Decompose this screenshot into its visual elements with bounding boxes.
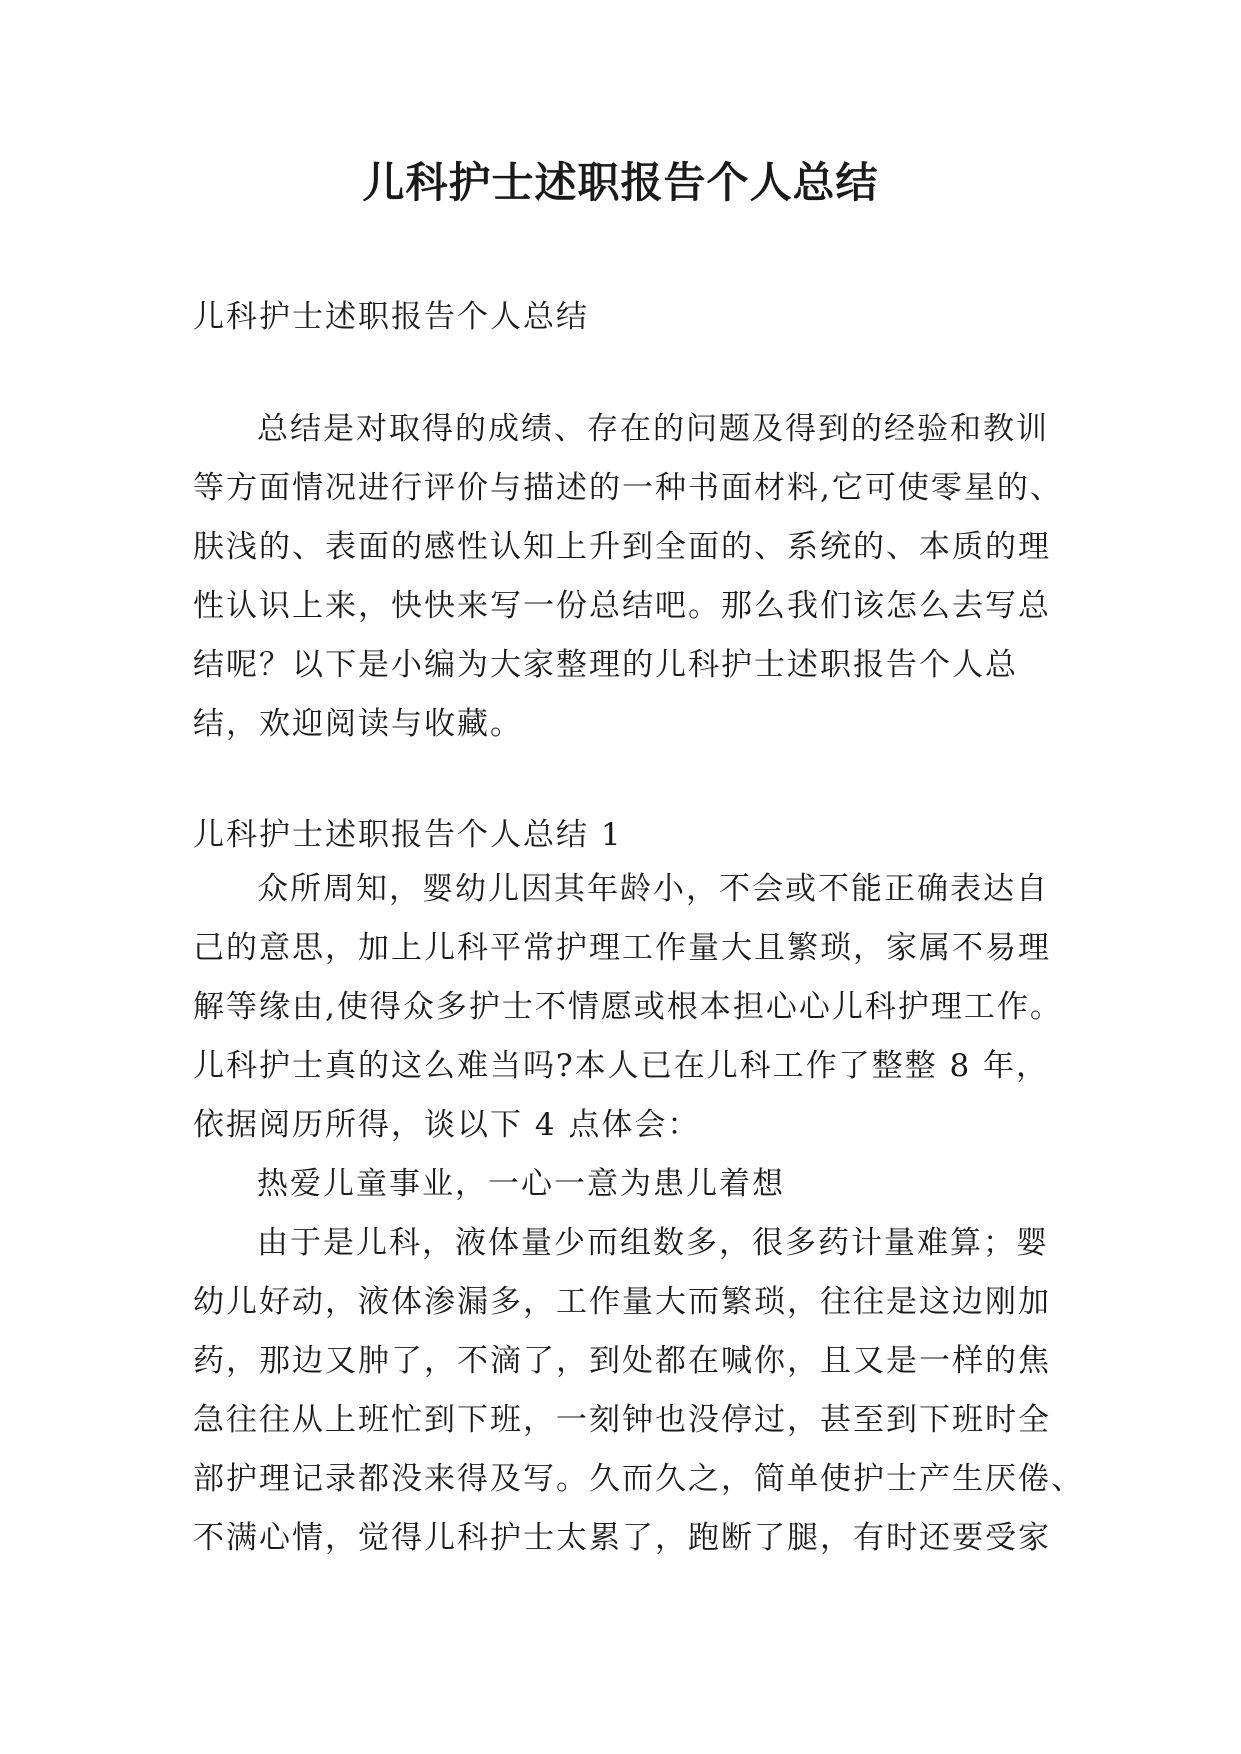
section-line: 儿科护士真的这么难当吗?本人已在儿科工作了整整 8 年， <box>193 1048 1050 1084</box>
section-line: 不满心情，觉得儿科护士太累了，跑断了腿，有时还要受家 <box>193 1520 1051 1556</box>
section-line: 依据阅历所得，谈以下 4 点体会： <box>193 1107 701 1143</box>
section-heading: 儿科护士述职报告个人总结 1 <box>193 817 623 853</box>
section-line: 幼儿好动，液体渗漏多，工作量大而繁琐，往往是这边刚加 <box>193 1284 1051 1320</box>
document-title: 儿科护士述职报告个人总结 <box>362 158 879 207</box>
intro-paragraph <box>193 400 1063 754</box>
section-subheading: 热爱儿童事业，一心一意为患儿着想 <box>257 1166 785 1202</box>
section-line: 由于是儿科，液体量少而组数多，很多药计量难算；婴 <box>257 1225 1049 1261</box>
intro-line: 总结是对取得的成绩、存在的问题及得到的经验和教训 <box>257 411 1049 447</box>
section-line: 己的意思，加上儿科平常护理工作量大且繁琐，家属不易理 <box>193 930 1051 966</box>
intro-line: 结呢？以下是小编为大家整理的儿科护士述职报告个人总 <box>193 647 1018 683</box>
section-line: 药，那边又肿了，不滴了，到处都在喊你，且又是一样的焦 <box>193 1343 1051 1379</box>
document-subtitle: 儿科护士述职报告个人总结 <box>193 299 589 335</box>
section-line: 众所周知，婴幼儿因其年龄小，不会或不能正确表达自 <box>257 871 1049 907</box>
section-body <box>193 860 1084 1568</box>
intro-line: 性认识上来，快快来写一份总结吧。那么我们该怎么去写总 <box>193 588 1051 624</box>
intro-line: 等方面情况进行评价与描述的一种书面材料,它可使零星的、 <box>193 470 1063 506</box>
section-line: 解等缘由,使得众多护士不情愿或根本担心心儿科护理工作。 <box>193 989 1063 1025</box>
section-line: 部护理记录都没来得及写。久而久之，简单使护士产生厌倦、 <box>193 1461 1084 1497</box>
section-line: 急往往从上班忙到下班，一刻钟也没停过，甚至到下班时全 <box>193 1402 1051 1438</box>
intro-line: 肤浅的、表面的感性认知上升到全面的、系统的、本质的理 <box>193 529 1051 565</box>
intro-line: 结，欢迎阅读与收藏。 <box>193 706 523 742</box>
